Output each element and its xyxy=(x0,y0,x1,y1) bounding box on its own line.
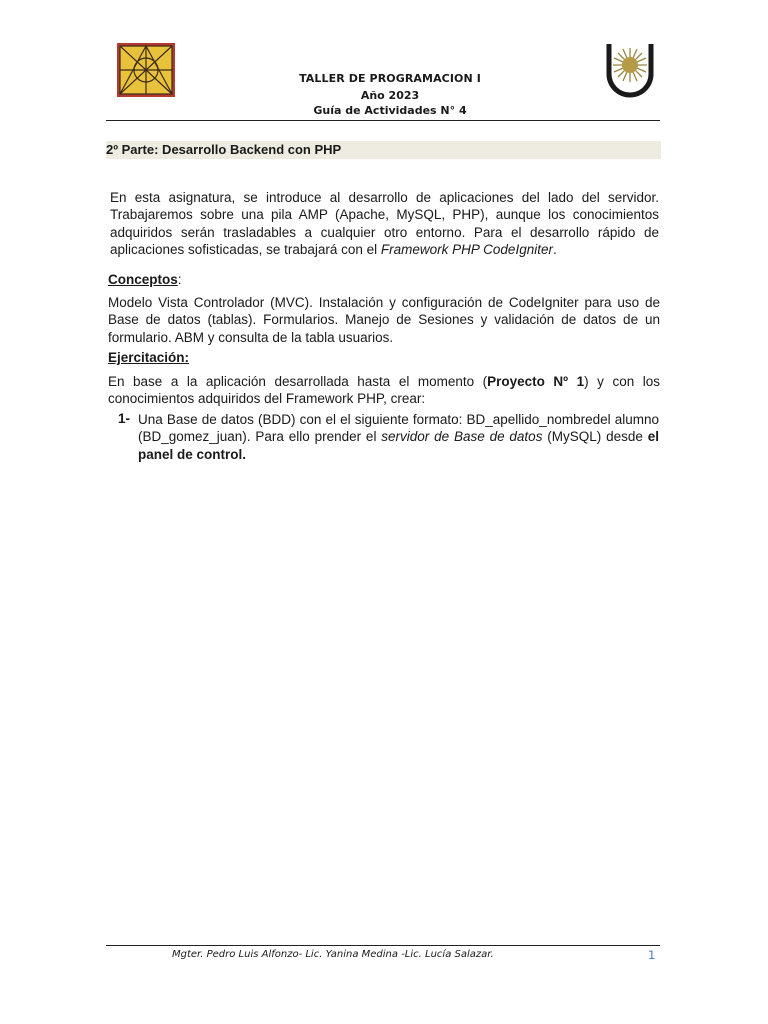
concepts-paragraph: Modelo Vista Controlador (MVC). Instalación y configuración de CodeIgniter para uso de Base de datos (tablas). Formularios. Manejo de Sesiones y validación de datos de un formulario. ABM y consulta de la tabla usuarios. xyxy=(108,295,660,345)
university-sun-logo-icon xyxy=(603,42,657,98)
exercise-heading: Ejercitación: xyxy=(108,350,190,365)
header-divider xyxy=(106,120,660,121)
section-title: 2º Parte: Desarrollo Backend con PHP xyxy=(106,142,342,157)
exercise-paragraph: En base a la aplicación desarrollada hasta el momento (Proyecto Nº 1) y con los conocimientos adquiridos del Framework PHP, crear: xyxy=(108,374,660,407)
guide-number: Guía de Actividades N° 4 xyxy=(313,104,467,117)
list-item-number: 1- xyxy=(118,411,131,426)
document-year: Año 2023 xyxy=(360,89,420,102)
concepts-heading: Conceptos: xyxy=(108,272,182,287)
document-title: TALLER DE PROGRAMACION I xyxy=(299,72,481,85)
faculty-geometric-logo-icon xyxy=(117,43,175,97)
project-reference: Proyecto Nº 1 xyxy=(487,374,585,389)
page-number: 1 xyxy=(648,948,656,962)
footer-authors: Mgter. Pedro Luis Alfonzo- Lic. Yanina Medina -Lic. Lucía Salazar. xyxy=(172,949,494,960)
list-item: Una Base de datos (BDD) con el el siguiente formato: BD_apellido_nombredel alumno (BD_gomez_juan). Para ello prender el servidor de Base de datos (MySQL) desde el panel de control. xyxy=(138,412,659,462)
framework-emphasis: Framework PHP CodeIgniter xyxy=(380,242,553,258)
intro-paragraph: En esta asignatura, se introduce al desarrollo de aplicaciones del lado del servidor. Trabajaremos sobre una pila AMP (Apache, MySQL, PHP), aunque los conocimientos adquiridos serán trasladables a cualquier otro entorno. Para el desarrollo rápido de aplicaciones sofisticadas, se trabajará con el Framework PHP CodeIgniter. xyxy=(110,190,659,258)
footer-divider xyxy=(106,945,660,946)
